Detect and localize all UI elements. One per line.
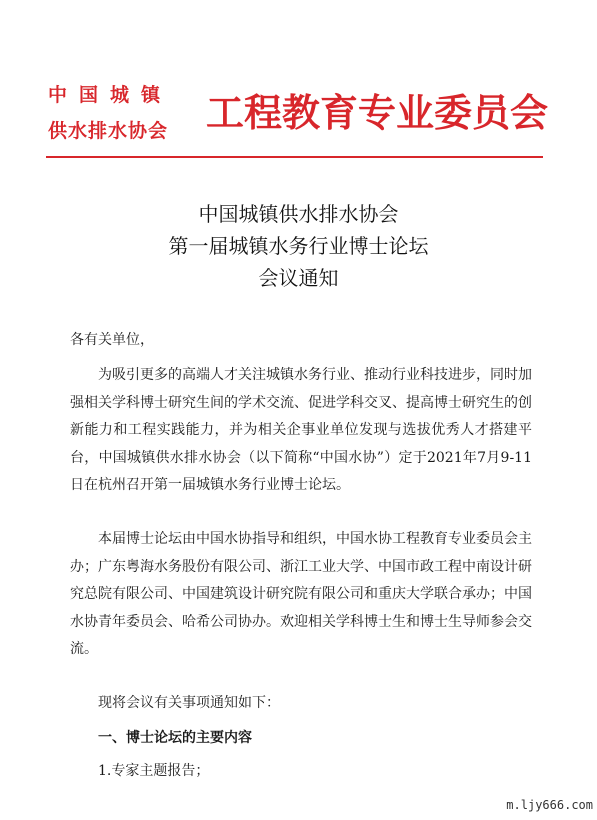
paragraph-organizers: 本届博士论坛由中国水协指导和组织，中国水协工程教育专业委员会主办；广东粤海水务股份有限公司、浙江工业大学、中国市政工程中南设计研究总院有限公司、中国建筑设计研究院有限公司和重庆大学联合承办；中国水协青年委员会、哈希公司协办。欢迎相关学科博士生和博士生导师参会交流。 (70, 531, 532, 657)
document-title (0, 198, 597, 294)
title-line-2: 第一届城镇水务行业博士论坛 (168, 234, 429, 258)
paragraph-intro: 现将会议有关事项通知如下： (98, 695, 280, 711)
site-watermark: m.ljy666.com (506, 798, 593, 812)
org-name-line1: 中国城镇 (48, 84, 173, 106)
list-item: 1.专家主题报告； (98, 763, 210, 779)
title-line-1: 中国城镇供水排水协会 (198, 202, 399, 226)
section-heading: 一、博士论坛的主要内容 (98, 730, 252, 746)
salutation: 各有关单位， (70, 332, 154, 348)
org-name-line2: 供水排水协会 (48, 120, 169, 142)
title-line-3: 会议通知 (258, 266, 339, 290)
letterhead-divider (46, 156, 543, 158)
committee-name: 工程教育专业委员会 (206, 91, 549, 135)
letterhead (0, 0, 597, 170)
paragraph-purpose: 为吸引更多的高端人才关注城镇水务行业、推动行业科技进步，同时加强相关学科博士研究生间的学术交流、促进学科交叉、提高博士研究生的创新能力和工程实践能力，并为相关企事业单位发现与选拔优秀人才搭建平台，中国城镇供水排水协会（以下简称“中国水协”）定于2021年7月9-11日在杭州召开第一届城镇水务行业博士论坛。 (70, 367, 532, 493)
